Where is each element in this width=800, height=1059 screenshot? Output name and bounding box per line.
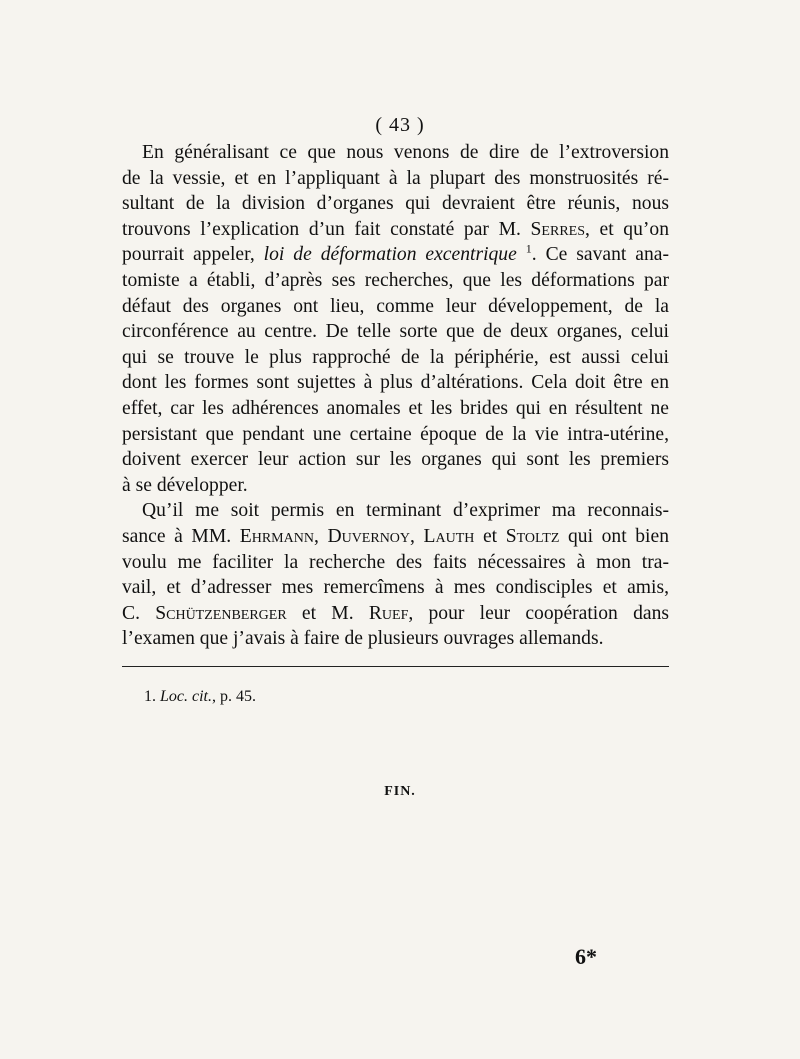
text-span: trouvons l’explication d’un fait constaté par M. (122, 218, 531, 240)
paragraph-1-line (122, 242, 669, 268)
paragraph-1-line: qui se trouve le plus rapproché de la périphérie, est aussi celui (122, 346, 669, 368)
paragraph-1-line: circonférence au centre. De telle sorte que de deux organes, celui (122, 321, 669, 343)
paragraph-1-line: En généralisant ce que nous venons de dire de l’extroversion (142, 142, 669, 163)
text-span: , (410, 525, 424, 547)
paragraph-1-line: dont les formes sont sujettes à plus d’altérations. Cela doit être en (122, 372, 669, 394)
text-span: , et qu’on (585, 218, 669, 240)
text-span: , (313, 525, 328, 547)
body-text (122, 140, 669, 652)
text-span: et (474, 525, 506, 547)
paragraph-2-line: vail, et d’adresser mes remercîmens à mes condisciples et amis, (122, 577, 669, 599)
footnote (144, 688, 256, 706)
name-stoltz: Stoltz (505, 525, 560, 547)
paragraph-1-line: persistant que pendant une certaine époque de la vie intra-utérine, (122, 423, 669, 445)
footnote-ref: Loc. cit. (160, 688, 212, 705)
footnote-rule (122, 666, 669, 667)
paragraph-2-line: voulu me faciliter la recherche des faits nécessaires à mon tra- (122, 551, 669, 573)
paragraph-1-line: de la vessie, et en l’appliquant à la plupart des monstruosités ré- (122, 167, 669, 189)
name-lauth: Lauth (423, 525, 475, 547)
paragraph-1-line: effet, car les adhérences anomales et les brides qui en résultent ne (122, 397, 669, 419)
page-number: ( 43 ) (375, 114, 425, 136)
text-span: et M. (286, 602, 369, 624)
paragraph-2-line (122, 601, 669, 627)
paragraph-2-line: Qu’il me soit permis en terminant d’exprimer ma reconnais- (142, 500, 669, 522)
paragraph-1-line: doivent exercer leur action sur les organes qui sont les premiers (122, 449, 669, 471)
text-span: C. (122, 602, 156, 624)
paragraph-1-line: tomiste a établi, d’après ses recherches, que les déformations par (122, 269, 669, 291)
signature-mark: 6* (575, 944, 597, 969)
name-duvernoy: Duvernoy (327, 525, 411, 547)
footnote-number: 1. (144, 688, 156, 705)
text-span: qui ont bien (559, 525, 669, 547)
fin-label: FIN. (384, 784, 416, 799)
paragraph-1-line (122, 217, 669, 243)
law-name: loi de déformation excentrique (263, 244, 517, 266)
text-span: sance à MM. (122, 525, 240, 547)
text-span: pourrait appeler, (122, 244, 264, 266)
name-schutzenberger: Schützenberger (155, 602, 287, 624)
author-name-serres: Serres (530, 218, 585, 240)
paragraph-1-line: sultant de la division d’organes qui devraient être réunis, nous (122, 193, 669, 215)
paragraph-1-line: à se développer. (122, 474, 248, 496)
footnote-page: , p. 45. (212, 688, 256, 705)
paragraph-1-line: défaut des organes ont lieu, comme leur développement, de la (122, 295, 669, 317)
name-ehrmann: Ehrmann (239, 525, 314, 547)
paragraph-2-line: l’examen que j’avais à faire de plusieurs ouvrages allemands. (122, 628, 604, 650)
paragraph-2-line (122, 524, 669, 550)
text-span: . Ce savant ana- (531, 244, 669, 266)
name-ruef: Ruef (368, 602, 409, 624)
footnote-marker: 1 (525, 241, 532, 256)
text-span: , pour leur coopération dans (408, 602, 669, 624)
